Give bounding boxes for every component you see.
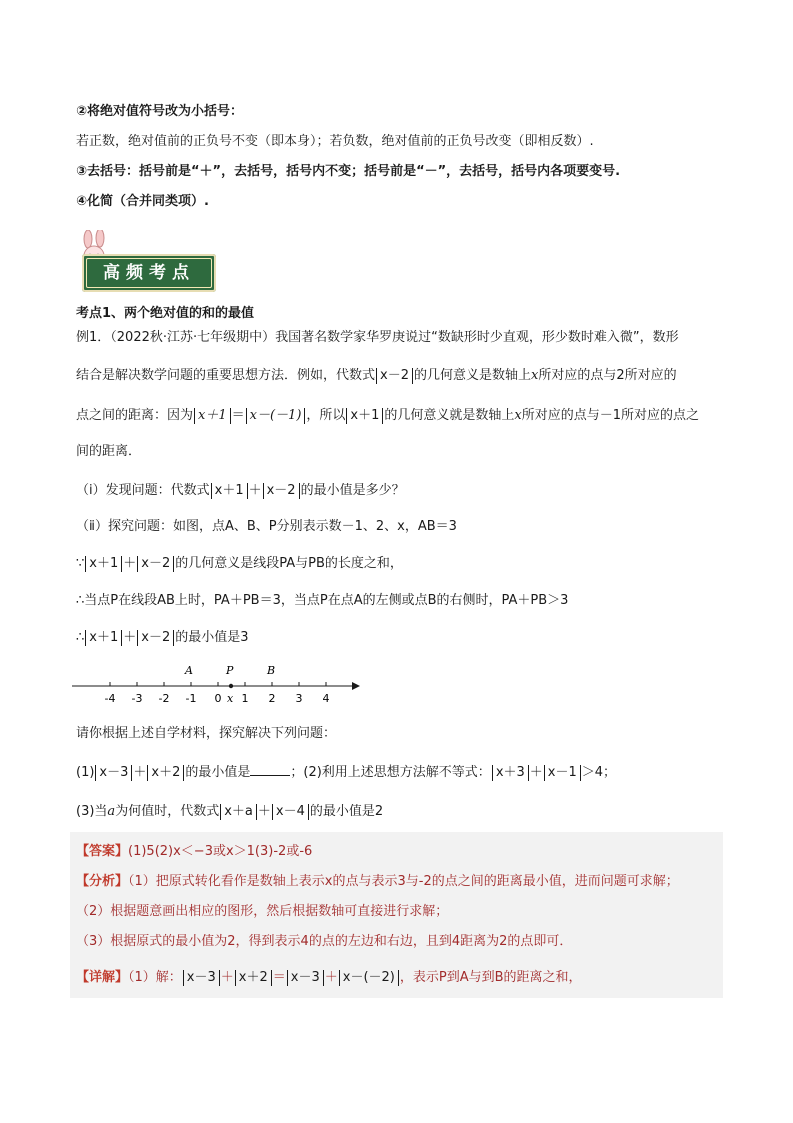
answer-tag: 【答案】: [76, 844, 129, 859]
problem-number: (1): [76, 765, 95, 780]
text-segment: 为何值时，代数式: [115, 804, 220, 819]
analysis-text: （1）把原式转化看作是数轴上表示x的点与表示3与-2的点之间的距离最小值，进而问题可求解；: [128, 874, 679, 889]
abs-expression: x－4: [272, 804, 309, 820]
abs-expression: x＋3: [492, 765, 529, 781]
text-segment: 的最小值是: [185, 765, 251, 780]
tick-label: 2: [268, 692, 276, 705]
text-segment: 结合是解决数学问题的重要思想方法．例如，代数式: [76, 368, 376, 383]
abs-expression: x＋1: [194, 408, 231, 424]
abs-expression: x－(－2): [339, 970, 399, 986]
text-segment: 的最小值是2: [309, 804, 384, 819]
detail-tag: 【详解】: [76, 970, 129, 985]
var-x: x: [531, 368, 539, 383]
tick-label: 1: [241, 692, 249, 705]
text-segment: 的最小值是多少？: [300, 483, 405, 498]
tick-label: 0: [214, 692, 222, 705]
problem-1-2: [76, 761, 616, 783]
example-line-4: 间的距离．: [76, 444, 142, 459]
analysis-tag: 【分析】: [76, 874, 129, 889]
step-4-heading: ④化简（合并同类项）.: [76, 194, 209, 209]
abs-expression: x－3: [183, 970, 220, 986]
text-segment: 的最小值是3: [175, 630, 249, 645]
text-segment: 点之间的距离：因为: [76, 408, 194, 423]
axis-arrow-icon: [352, 682, 360, 690]
plus: ＋: [133, 765, 147, 780]
text-segment: （ⅰ）发现问题：代数式: [76, 483, 210, 498]
var-a: a: [107, 804, 116, 819]
plus: ＋: [257, 804, 271, 819]
abs-expression: x－(－1): [246, 408, 306, 424]
abs-expression: x＋1: [85, 630, 122, 646]
var-x: x: [514, 408, 522, 423]
therefore-line-1: ∴当点P在线段AB上时，PA＋PB＝3，当点P在点A的左侧或点B的右侧时，PA＋PB＞3: [76, 593, 569, 608]
text-segment: 的几何意义是数轴上: [413, 368, 531, 383]
abs-expression: x＋1: [346, 408, 383, 424]
point-p-dot: [229, 684, 233, 688]
equals: ＝: [231, 408, 245, 423]
tick-label: -2: [158, 692, 170, 705]
label-b: B: [267, 664, 276, 677]
text-segment: 所对应的点与－1所对应的点之: [521, 408, 700, 423]
text-segment: ＞4；: [581, 765, 617, 780]
step-3-text: [76, 162, 620, 182]
therefore-line-2: [76, 628, 249, 648]
tick-label: -4: [104, 692, 116, 705]
kaodian-title: 考点1、两个绝对值的和的最值: [76, 306, 255, 321]
answer-blank[interactable]: [250, 761, 290, 776]
example-line-1: 例1．（2022秋·江苏·七年级期中）我国著名数学家华罗庚说过“数缺形时少直观，形少数时难入微”，数形: [76, 330, 679, 345]
text-segment: 的几何意义是线段PA与PB的长度之和，: [175, 556, 403, 571]
step-3-line: ③去括号：括号前是“＋”，去括号，括号内不变；括号前是“－”，去括号，括号内各项要变号.: [76, 164, 621, 179]
plus: ＋: [324, 970, 338, 985]
badge-text: 高频考点: [103, 263, 195, 283]
problems-intro: 请你根据上述自学材料，探究解决下列问题：: [76, 726, 337, 741]
abs-expression: x－2: [137, 556, 174, 572]
analysis-line-1: [76, 872, 679, 892]
high-frequency-badge: [76, 230, 220, 294]
abs-expression: x＋1: [211, 483, 248, 499]
question-i: [76, 481, 405, 501]
step-2-heading: ②将绝对值符号改为小括号：: [76, 104, 244, 119]
detail-line: [76, 968, 582, 988]
plus: ＋: [529, 765, 543, 780]
text-segment: 所对应的点与2所对应的: [538, 368, 677, 383]
example-line-2: [76, 366, 677, 386]
plus: ＋: [123, 630, 137, 645]
text-segment: ，所以: [306, 408, 346, 423]
tick-label: -1: [185, 692, 197, 705]
text-segment: ；(2)利用上述思想方法解不等式：: [290, 765, 491, 780]
text-segment: 的几何意义就是数轴上: [384, 408, 515, 423]
question-ii: （ⅱ）探究问题：如图，点A、B、P分别表示数－1、2、x，AB＝3: [76, 519, 457, 534]
tick-label: 4: [322, 692, 330, 705]
abs-expression: x＋2: [147, 765, 184, 781]
therefore-symbol: ∴: [76, 630, 85, 645]
equals: ＝: [272, 970, 286, 985]
badge-box: [82, 254, 216, 292]
abs-expression: x－2: [137, 630, 174, 646]
problem-3: [76, 802, 383, 822]
detail-text: ，表示P到A与到B的距离之和，: [399, 970, 582, 985]
example-line-3: [76, 406, 699, 426]
abs-expression: x＋2: [235, 970, 272, 986]
abs-expression: x－2: [376, 368, 413, 384]
detail-text: （1）解：: [128, 970, 182, 985]
because-symbol: ∵: [76, 556, 85, 571]
answer-text: (1)5(2)x＜−3或x＞1(3)-2或-6: [128, 844, 313, 859]
number-line: [70, 660, 370, 710]
abs-expression: x－3: [287, 970, 324, 986]
abs-expression: x－1: [544, 765, 581, 781]
analysis-line-3: （3）根据原式的最小值为2，得到表示4的点的左边和右边，且到4距离为2的点即可．: [76, 934, 573, 949]
tick-label: 3: [295, 692, 303, 705]
because-line: [76, 554, 403, 574]
abs-expression: x－2: [263, 483, 300, 499]
label-a: A: [185, 664, 193, 677]
label-x: x: [227, 692, 234, 705]
plus: ＋: [248, 483, 262, 498]
plus: ＋: [123, 556, 137, 571]
analysis-line-2: （2）根据题意画出相应的图形，然后根据数轴可直接进行求解；: [76, 904, 449, 919]
abs-expression: x＋a: [220, 804, 257, 820]
abs-expression: x－3: [95, 765, 132, 781]
label-p: P: [226, 664, 234, 677]
plus: ＋: [220, 970, 234, 985]
abs-expression: x＋1: [85, 556, 122, 572]
answer-line: [76, 842, 312, 862]
tick-label: -3: [131, 692, 143, 705]
step-2-text: 若正数，绝对值前的正负号不变（即本身）；若负数，绝对值前的正负号改变（即相反数）.: [76, 134, 594, 149]
text-segment: (3)当: [76, 804, 108, 819]
